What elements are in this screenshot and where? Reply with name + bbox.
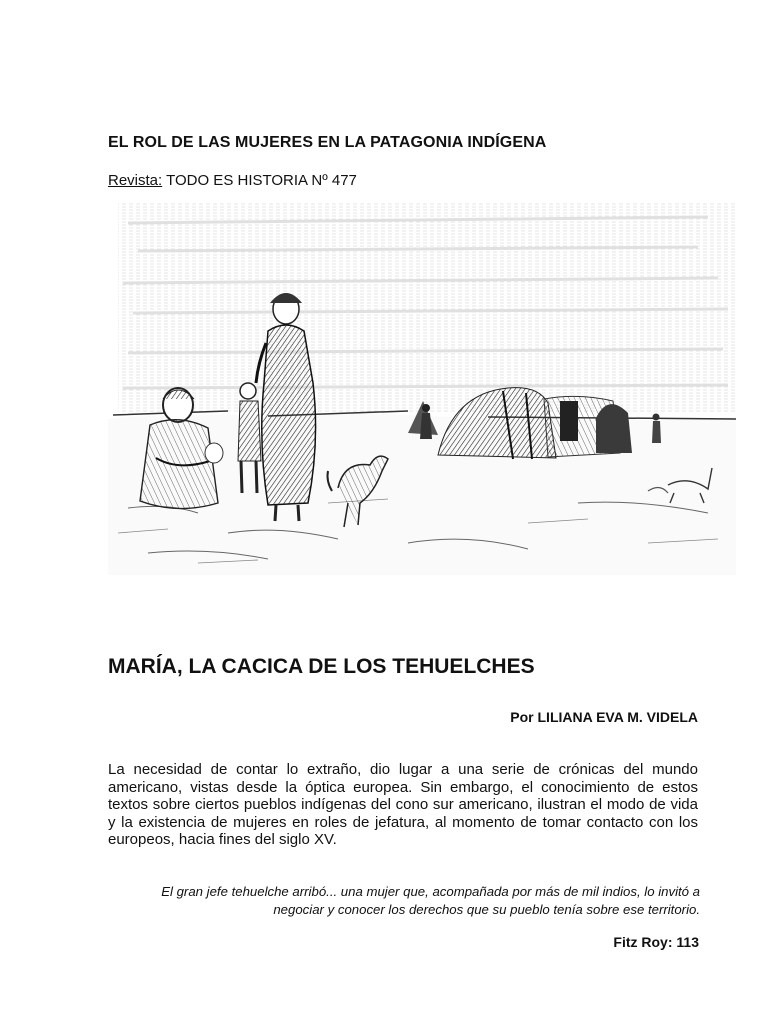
section-title: MARÍA, LA CACICA DE LOS TEHUELCHES [108, 655, 535, 678]
body-paragraph: La necesidad de contar lo extraño, dio lugar a una serie de crónicas del mundo americano, vistas desde la óptica europea. Sin embargo, el conocimiento de estos textos sobre ciertos pueblos indígenas del cono sur americano, ilustran el modo de vida y la existencia de mujeres en roles de jefatura, al momento de tomar contacto con los europeos, hacia fines del siglo XV. [108, 761, 698, 849]
source-line [108, 172, 357, 189]
quote-text: El gran jefe tehuelche arribó... una mujer que, acompañada por más de mil indios, lo invitó a negociar y conocer los derechos que su pueblo tenía sobre ese territorio. [161, 884, 700, 917]
source-value: TODO ES HISTORIA Nº 477 [162, 172, 357, 189]
document-title: EL ROL DE LAS MUJERES EN LA PATAGONIA INDÍGENA [108, 134, 547, 151]
quote-citation: Fitz Roy: 113 [613, 934, 699, 950]
sky [118, 203, 736, 413]
source-label: Revista: [108, 172, 163, 189]
engraving-illustration [108, 203, 736, 575]
author-byline: Por LILIANA EVA M. VIDELA [510, 709, 698, 725]
